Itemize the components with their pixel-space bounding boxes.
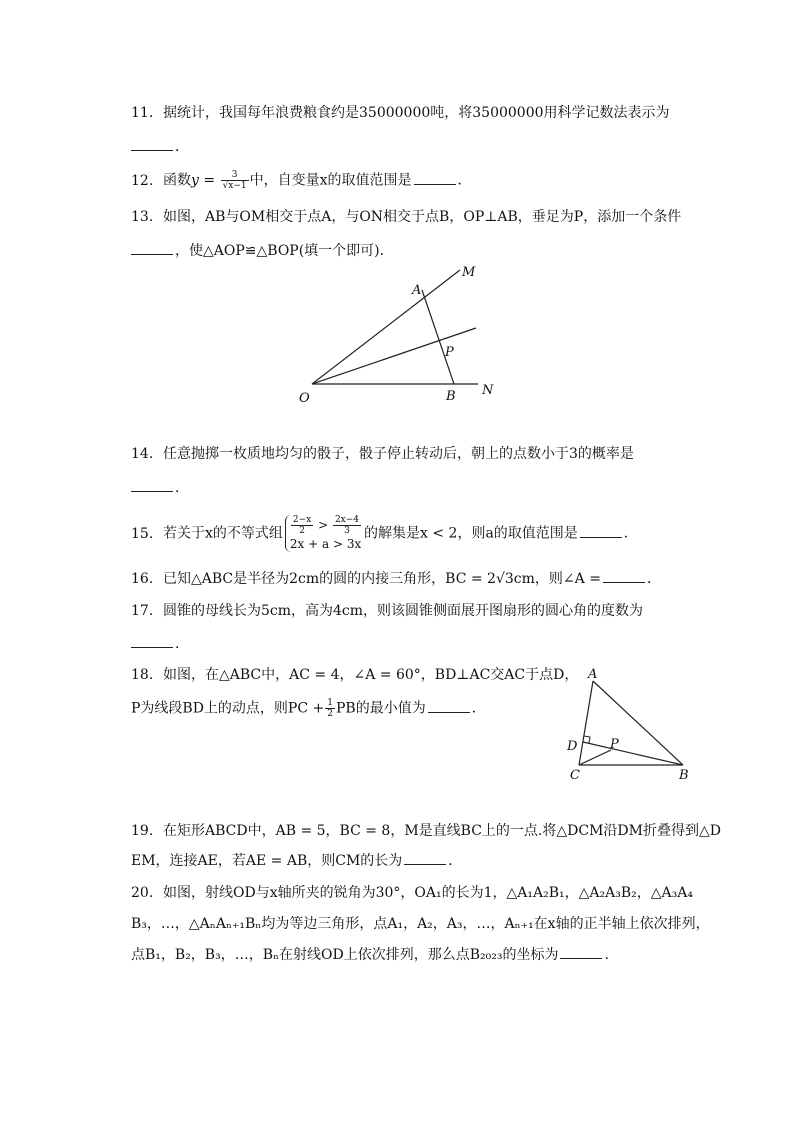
label-A: A xyxy=(588,667,598,682)
question-20-line2: B₃，…，△AₙAₙ₊₁Bₙ均为等边三角形，点A₁，A₂，A₃，…，Aₙ₊₁在x轴的正半轴上依次排列， xyxy=(131,916,710,932)
question-14: 14. 任意抛掷一枚质地均匀的骰子，骰子停止转动后，朝上的点数小于3的概率是 xyxy=(131,446,634,462)
question-11-text: 据统计，我国每年浪费粮食约是35000000吨，将35000000用科学记数法表示为 xyxy=(163,105,670,121)
question-13: 13. 如图，AB与OM相交于点A，与ON相交于点B，OP⊥AB，垂足为P，添加一个条件 xyxy=(131,209,682,225)
question-11-answer: ． xyxy=(131,138,189,156)
question-20: 20. 如图，射线OD与x轴所夹的锐角为30°，OA₁的长为1，△A₁A₂B₁，△A₂A₃B₂，△A₃A₄ xyxy=(131,885,693,901)
question-13-answer: ，使△AOP≌△BOP(填一个即可)． xyxy=(131,242,394,260)
figure-13-angle-diagram xyxy=(290,260,510,410)
question-17-answer: ． xyxy=(131,635,189,653)
figure-18-triangle-diagram xyxy=(560,664,700,784)
answer-blank[interactable] xyxy=(414,172,456,185)
question-17: 17. 圆锥的母线长为5cm，高为4cm，则该圆锥侧面展开图扇形的圆心角的度数为 xyxy=(131,603,644,619)
fraction: $\frac{3}{√x-1}$ xyxy=(222,170,247,191)
answer-blank[interactable] xyxy=(560,946,602,959)
question-20-line3: 点B₁，B₂，B₃，…，Bₙ在射线OD上依次排列，那么点B₂₀₂₃的坐标为 ． xyxy=(131,947,619,963)
answer-blank[interactable] xyxy=(603,570,645,583)
label-A: A xyxy=(412,283,422,298)
label-P: P xyxy=(610,737,619,752)
answer-blank[interactable] xyxy=(580,525,622,538)
answer-blank[interactable] xyxy=(131,635,173,648)
question-18: 18. 如图，在△ABC中，AC = 4，∠A = 60°，BD⊥AC交AC于点D， xyxy=(131,667,579,683)
label-P: P xyxy=(445,345,454,360)
answer-blank[interactable] xyxy=(131,479,173,492)
label-B: B xyxy=(679,768,689,783)
answer-blank[interactable] xyxy=(428,700,470,713)
label-N: N xyxy=(482,383,494,398)
label-D: D xyxy=(567,739,578,754)
question-19-line2: EM，连接AE，若AE = AB，则CM的长为 ． xyxy=(131,853,463,869)
label-C: C xyxy=(570,768,580,783)
label-O: O xyxy=(299,391,310,406)
answer-blank[interactable] xyxy=(131,138,173,151)
answer-blank[interactable] xyxy=(131,242,173,255)
inequality-system: $\frac{2-x}{2}$ > $\frac{2x-4}{3}$ 2x + a > 3x xyxy=(285,515,362,552)
question-15: 15. 若关于x的不等式组 $\frac{2-x}{2}$ > $\frac{2x-4}{3}$ 2x + a > 3x 的解集是x < 2，则a的取值范围是 ． xyxy=(131,515,638,551)
question-12: 12. 函数y = $\frac{3}{√x-1}$ 中，自变量x的取值范围是 ． xyxy=(131,170,472,191)
question-18-line2: P为线段BD上的动点，则PC + $\frac{1}{2}$ PB的最小值为 ． xyxy=(131,698,486,719)
answer-blank[interactable] xyxy=(404,852,446,865)
label-B: B xyxy=(446,389,456,404)
label-M: M xyxy=(462,265,476,280)
question-16: 16. 已知△ABC是半径为2cm的圆的内接三角形，BC = 2√3cm，则∠A = ． xyxy=(131,571,661,587)
question-14-answer: ． xyxy=(131,479,189,497)
question-11: 11. 据统计，我国每年浪费粮食约是35000000吨，将35000000用科学记数法表示为 xyxy=(131,105,670,121)
question-19: 19. 在矩形ABCD中，AB = 5，BC = 8，M是直线BC上的一点.将△DCM沿DM折叠得到△D xyxy=(131,823,721,839)
